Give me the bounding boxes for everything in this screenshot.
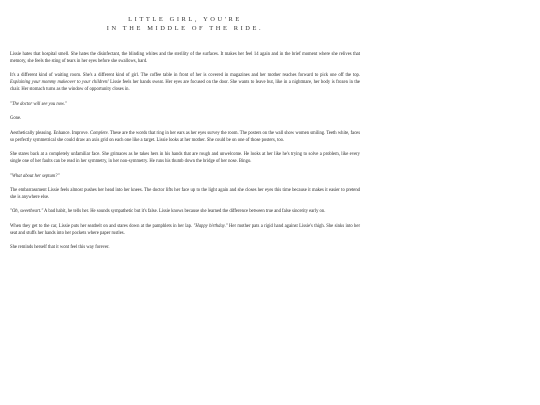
paragraph (10, 131, 360, 145)
italic-text: Complete. (89, 130, 109, 136)
text-run: She stares back at a completely unfamiliar face. She grimaces as he takes hers in his hands that are rough and unwelcome. He looks at her like he's trying to solve a problem, like every single one of her faults can be read in her symmetry, in her non-symmetry. He runs his thumb down the bridge of her nose. Bingo. (10, 152, 360, 165)
document-page (10, 0, 360, 405)
text-run: Aesthetically pleasing. Enhance. Improve. (10, 130, 90, 136)
italic-text: "Oh, sweetheart." (10, 209, 44, 215)
italic-text: "The doctor will see you now." (10, 101, 67, 107)
text-run: She reminds herself that it wont feel this way forever. (10, 245, 110, 251)
text-run: The embarrassment Lissie feels almost pushes her head into her knees. The doctor lifts her face up to the light again and she closes her eyes this time because it makes it easier to pretend she is anywhere else. (10, 188, 360, 200)
paragraph (10, 174, 360, 181)
text-run: It's a different kind of waiting room. She's a different kind of girl. The coffee table in front of her is covered in magazines and her mother reaches forward to pick one off the top. (10, 73, 360, 79)
italic-text: "What about her septum?" (10, 173, 60, 179)
text-run: Gone. (10, 116, 22, 122)
italic-text: Explaining your mommy makeover to your children! (10, 80, 109, 86)
text-run: A bad habit, he tells her. He sounds sympathetic but it's false. Lissie knows because she learned the difference between true and false sincerity early on. (43, 209, 326, 215)
paragraph (10, 152, 360, 166)
paragraph (10, 209, 360, 216)
paragraph (10, 52, 360, 66)
paragraph (10, 73, 360, 94)
paragraph (10, 224, 360, 238)
paragraph (10, 188, 360, 202)
paragraph (10, 116, 360, 123)
title-line-2: IN THE MIDDLE OF THE RIDE. (106, 24, 264, 32)
story-body (10, 52, 360, 260)
text-run: Her mother pats a rigid hand against Lissie's thigh. She sinks into her seat and stuffs her hands into her pockets where paper rustles. (10, 223, 360, 236)
text-run: These are the words that ring in her ears as her eyes survey the room. The posters on the wall show women smiling. Teeth white, faces so perfectly symmetrical she could draw an axis grid on each one like a target. Lissie looks at her mother. She could be on one of those posters, too. (10, 130, 360, 143)
text-run: Lissie feels her hands sweat. Her eyes are focused on the door. She wants to leave but, like in a nightmare, her body is frozen in the chair. Her stomach turns as the window of opportunity closes in. (10, 80, 360, 93)
text-run: Lissie hates that hospital smell. She hates the disinfectant, the blinding whites and the sterility of the surfaces. It makes her feel 14 again and in the brief moment where she relives that memory, she feels the sting of tears in her eyes before she swallows, hard. (10, 52, 360, 64)
paragraph (10, 102, 360, 109)
text-run: When they get to the car, Lissie puts her seatbelt on and stares down at the pamphlets in her lap. (10, 223, 194, 229)
paragraph (10, 245, 360, 252)
story-title (10, 16, 360, 33)
title-line-1: LITTLE GIRL, YOU'RE (128, 16, 242, 23)
italic-text: "Happy birthday." (193, 223, 228, 229)
